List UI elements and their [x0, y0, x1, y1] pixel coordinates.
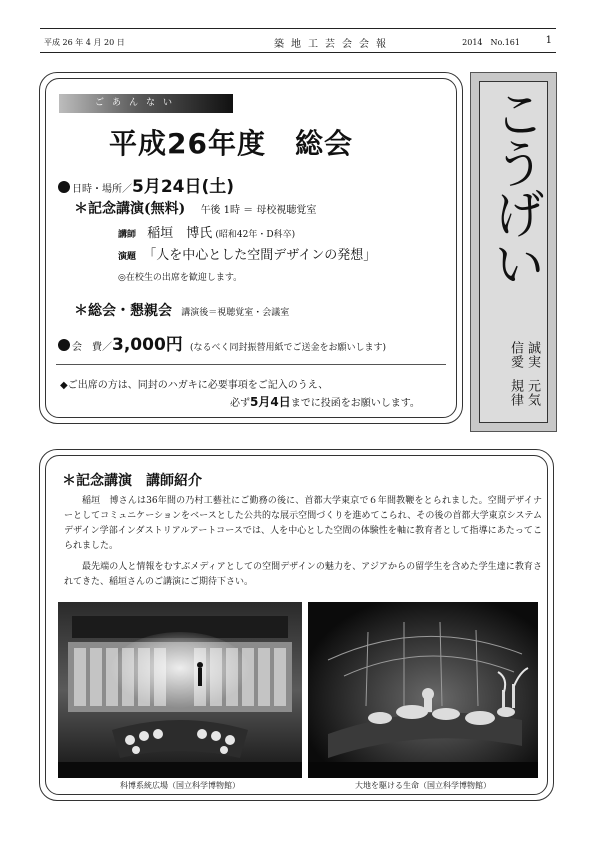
- rsvp-deadline: 5月4日: [250, 395, 291, 409]
- fee-label: 会 費／: [72, 342, 112, 353]
- meeting-date: 5月24日(土): [132, 177, 235, 197]
- datetime-row: [58, 172, 234, 197]
- topic-label: 演題: [118, 252, 137, 262]
- rsvp-suffix: までに投函をお願いします。: [290, 398, 420, 409]
- profile-paragraph-1: 稲垣 博さんは36年間の乃村工藝社にご勤務の後に、首都大学東京で６年間教鞭をとられました。空間デザイナーとしてコミュニケーションをベースとした公共的な展示空間づくりを進めてこられ、その後の首都大学東京システムデザイン学部インダストリアルアートコースでは、人を中心とした空間の体験性を軸に教育者として指導にあたってこられました。: [64, 496, 542, 551]
- side-title: こうげい: [484, 87, 544, 287]
- page-number: 1: [545, 35, 552, 46]
- motto-4: 規律: [508, 379, 523, 407]
- students-note: ◎在校生の出席を歓迎します。: [118, 273, 243, 283]
- lecture-row: [74, 198, 316, 218]
- lecture-topic: 「人を中心とした空間デザインの発想」: [143, 248, 377, 263]
- photo-1-caption: 科博系統広場（国立科学博物館）: [120, 781, 240, 790]
- motto-3: 元気: [525, 379, 540, 407]
- topic-row: [118, 244, 376, 263]
- lecture-label: ＊記念講演: [74, 201, 144, 217]
- rsvp-line-1: ◆ご出席の方は、同封のハガキに必要事項をご記入のうえ、: [60, 380, 329, 391]
- page-header: [44, 35, 554, 49]
- issue-number: 2014 No.161: [462, 38, 520, 47]
- speaker-label: 講師: [118, 230, 137, 240]
- motto-1: 誠実: [525, 341, 540, 369]
- announcement-title: 平成26年度 総会: [109, 127, 353, 160]
- profile-title: ＊記念講演 講師紹介: [62, 473, 202, 489]
- photo-2-caption: 大地を駆ける生命（国立科学博物館）: [355, 781, 491, 790]
- party-detail: 講演後＝視聴覚室・会議室: [181, 308, 290, 318]
- speaker-note: (昭和42年・D科卒): [215, 230, 296, 240]
- profile-paragraph-2: 最先端の人と情報をむすぶメディアとしての空間デザインの魅力を、アジアからの留学生を含めた学生達に教育されてきた、稲垣さんのご講演にご期待下さい。: [64, 562, 542, 587]
- side-title-panel: [470, 72, 557, 432]
- speaker-name: 稲垣 博氏: [147, 226, 213, 241]
- lecture-fee: (無料): [144, 201, 186, 217]
- fee-row: [58, 330, 386, 355]
- party-label: ＊総会・懇親会: [74, 303, 172, 319]
- rsvp-prefix: 必ず: [230, 398, 250, 409]
- motto-2: 信愛: [508, 341, 523, 369]
- bullet-icon: [58, 181, 70, 193]
- fee-note: (なるべく同封振替用紙でご送金をお願いします): [189, 343, 386, 353]
- rsvp-line-2: [230, 393, 420, 410]
- announcement-tag: ごあんない: [59, 94, 233, 113]
- photo-exhibit-plaza: [58, 602, 302, 778]
- photo-living-earth: [308, 602, 538, 778]
- newsletter-title: 築地工芸会会報: [274, 39, 393, 50]
- bullet-icon: [58, 339, 70, 351]
- header-top-rule: [40, 28, 556, 29]
- header-bottom-rule: [40, 52, 556, 53]
- fee-value: 3,000円: [112, 335, 183, 355]
- speaker-row: [118, 222, 295, 241]
- datetime-label: 日時・場所／: [72, 184, 132, 195]
- party-row: [74, 300, 289, 320]
- rsvp-divider: [56, 364, 446, 365]
- lecture-time: 午後 1時 ＝ 母校視聴覚室: [200, 205, 317, 216]
- issue-date: 平成 26 年 4 月 20 日: [44, 38, 125, 47]
